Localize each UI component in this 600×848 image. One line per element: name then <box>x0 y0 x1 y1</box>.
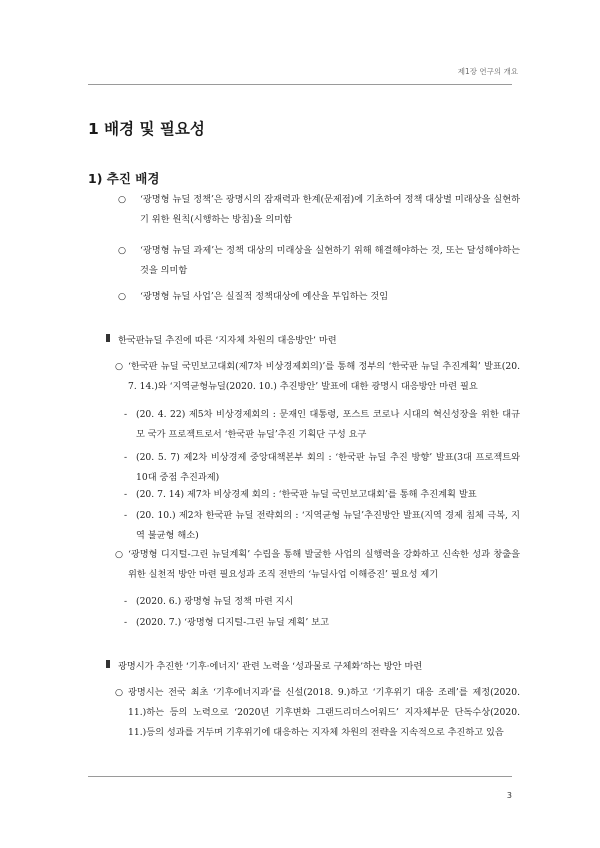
list-item-text: (20. 4. 22) 제5차 비상경제회의 : 문재인 대통령, 포스트 코로나 시대의 혁신성장을 위한 대규모 국가 프로젝트로서 ‘한국판 뉴딜’추진 기획단 구성 요구 <box>136 409 520 440</box>
list-item-text: ‘광명형 뉴딜 과제’는 정책 대상의 미래상을 실현하기 위해 해결해야하는 것, 또는 달성해야하는 것을 의미함 <box>140 245 520 276</box>
list-item <box>115 357 520 397</box>
bullet-circle-icon: ○ <box>115 687 124 698</box>
footer-rule <box>88 776 512 777</box>
sub-list-item <box>124 485 520 505</box>
dash-icon: - <box>124 596 128 607</box>
dash-icon: - <box>124 409 128 420</box>
sub-list-item <box>124 506 520 546</box>
list-item-text: (20. 10.) 제2차 한국판 뉴딜 전략회의 : ‘지역균형 뉴딜’추진방안 발표(지역 경제 침체 극복, 지역 불균형 해소) <box>136 510 520 541</box>
dash-icon: - <box>124 452 128 463</box>
list-item-text: ‘광명형 디지털-그린 뉴딜계획’ 수립을 통해 발굴한 사업의 실행력을 강화하고 신속한 성과 창출을 위한 실천적 방안 마련 필요성과 조직 전반의 ‘뉴딜사업 이해증진’ 필요성 제기 <box>128 549 520 580</box>
square-bullet-icon <box>106 660 110 668</box>
dash-icon: - <box>124 510 128 521</box>
list-item <box>118 287 520 307</box>
sub-list-item <box>124 405 520 445</box>
list-item-text: (20. 5. 7) 제2차 비상경제 중앙대책본부 회의 : ‘한국판 뉴딜 추진 방향’ 발표(3대 프로젝트와 10대 중점 추진과제) <box>136 452 520 483</box>
list-item-text: (2020. 7.) ‘광명형 디지털-그린 뉴딜 계획’ 보고 <box>136 617 329 628</box>
section-heading-text: 광명시가 추진한 ‘기후·에너지’ 관련 노력을 ‘성과물로 구체화’하는 방안 마련 <box>118 661 423 672</box>
list-item-text: ‘한국판 뉴딜 국민보고대회(제7차 비상경제회의)’를 통해 정부의 ‘한국판 뉴딜 추진계획’ 발표(20. 7. 14.)와 ‘지역균형뉴딜(2020. 10.) 추진방안’ 발표에 대한 광명시 대응방안 마련 필요 <box>128 361 520 392</box>
bullet-circle-icon: ○ <box>118 194 127 205</box>
chapter-header: 제1장 연구의 개요 <box>457 67 518 76</box>
sub-list-item <box>124 613 520 633</box>
sub-list-item <box>124 448 520 488</box>
bullet-circle-icon: ○ <box>118 245 127 256</box>
header-rule <box>88 84 512 85</box>
square-bullet-icon <box>106 334 110 342</box>
section-title: 1 배경 및 필요성 <box>88 120 205 138</box>
list-item <box>118 241 520 281</box>
bullet-circle-icon: ○ <box>115 549 124 560</box>
bullet-circle-icon: ○ <box>118 291 127 302</box>
list-item <box>118 190 520 230</box>
list-item-text: ‘광명형 뉴딜 정책’은 광명시의 잠재력과 한계(문제점)에 기초하여 정책 대상별 미래상을 실현하기 위한 원칙(시행하는 방침)을 의미함 <box>140 194 520 225</box>
list-item-text: (2020. 6.) 광명형 뉴딜 정책 마련 지시 <box>136 596 294 607</box>
subsection-title: 1) 추진 배경 <box>88 171 160 186</box>
list-item <box>115 683 520 743</box>
list-item <box>115 545 520 585</box>
list-item-text: (20. 7. 14) 제7차 비상경제 회의 : ‘한국판 뉴딜 국민보고대회’를 통해 추진계획 발표 <box>136 489 477 500</box>
dash-icon: - <box>124 617 128 628</box>
page-number: 3 <box>506 791 512 800</box>
bullet-circle-icon: ○ <box>115 361 124 372</box>
section-heading-text: 한국판뉴딜 추진에 따른 ‘지자체 차원의 대응방안’ 마련 <box>118 335 337 346</box>
dash-icon: - <box>124 489 128 500</box>
sub-list-item <box>124 592 520 612</box>
list-item-text: 광명시는 전국 최초 ‘기후에너지과’를 신설(2018. 9.)하고 ‘기후위기 대응 조례’를 제정(2020. 11.)하는 등의 노력으로 ‘2020년 기후변화 그랜드리더스어워드’ 지자체부문 단독수상(2020. 11.)등의 성과를 거두며 기후위기에 대응하는 지자체 차원의 전략을 지속적으로 추진하고 있음 <box>128 687 520 738</box>
list-item-text: ‘광명형 뉴딜 사업’은 실질적 정책대상에 예산을 투입하는 것임 <box>140 291 389 302</box>
